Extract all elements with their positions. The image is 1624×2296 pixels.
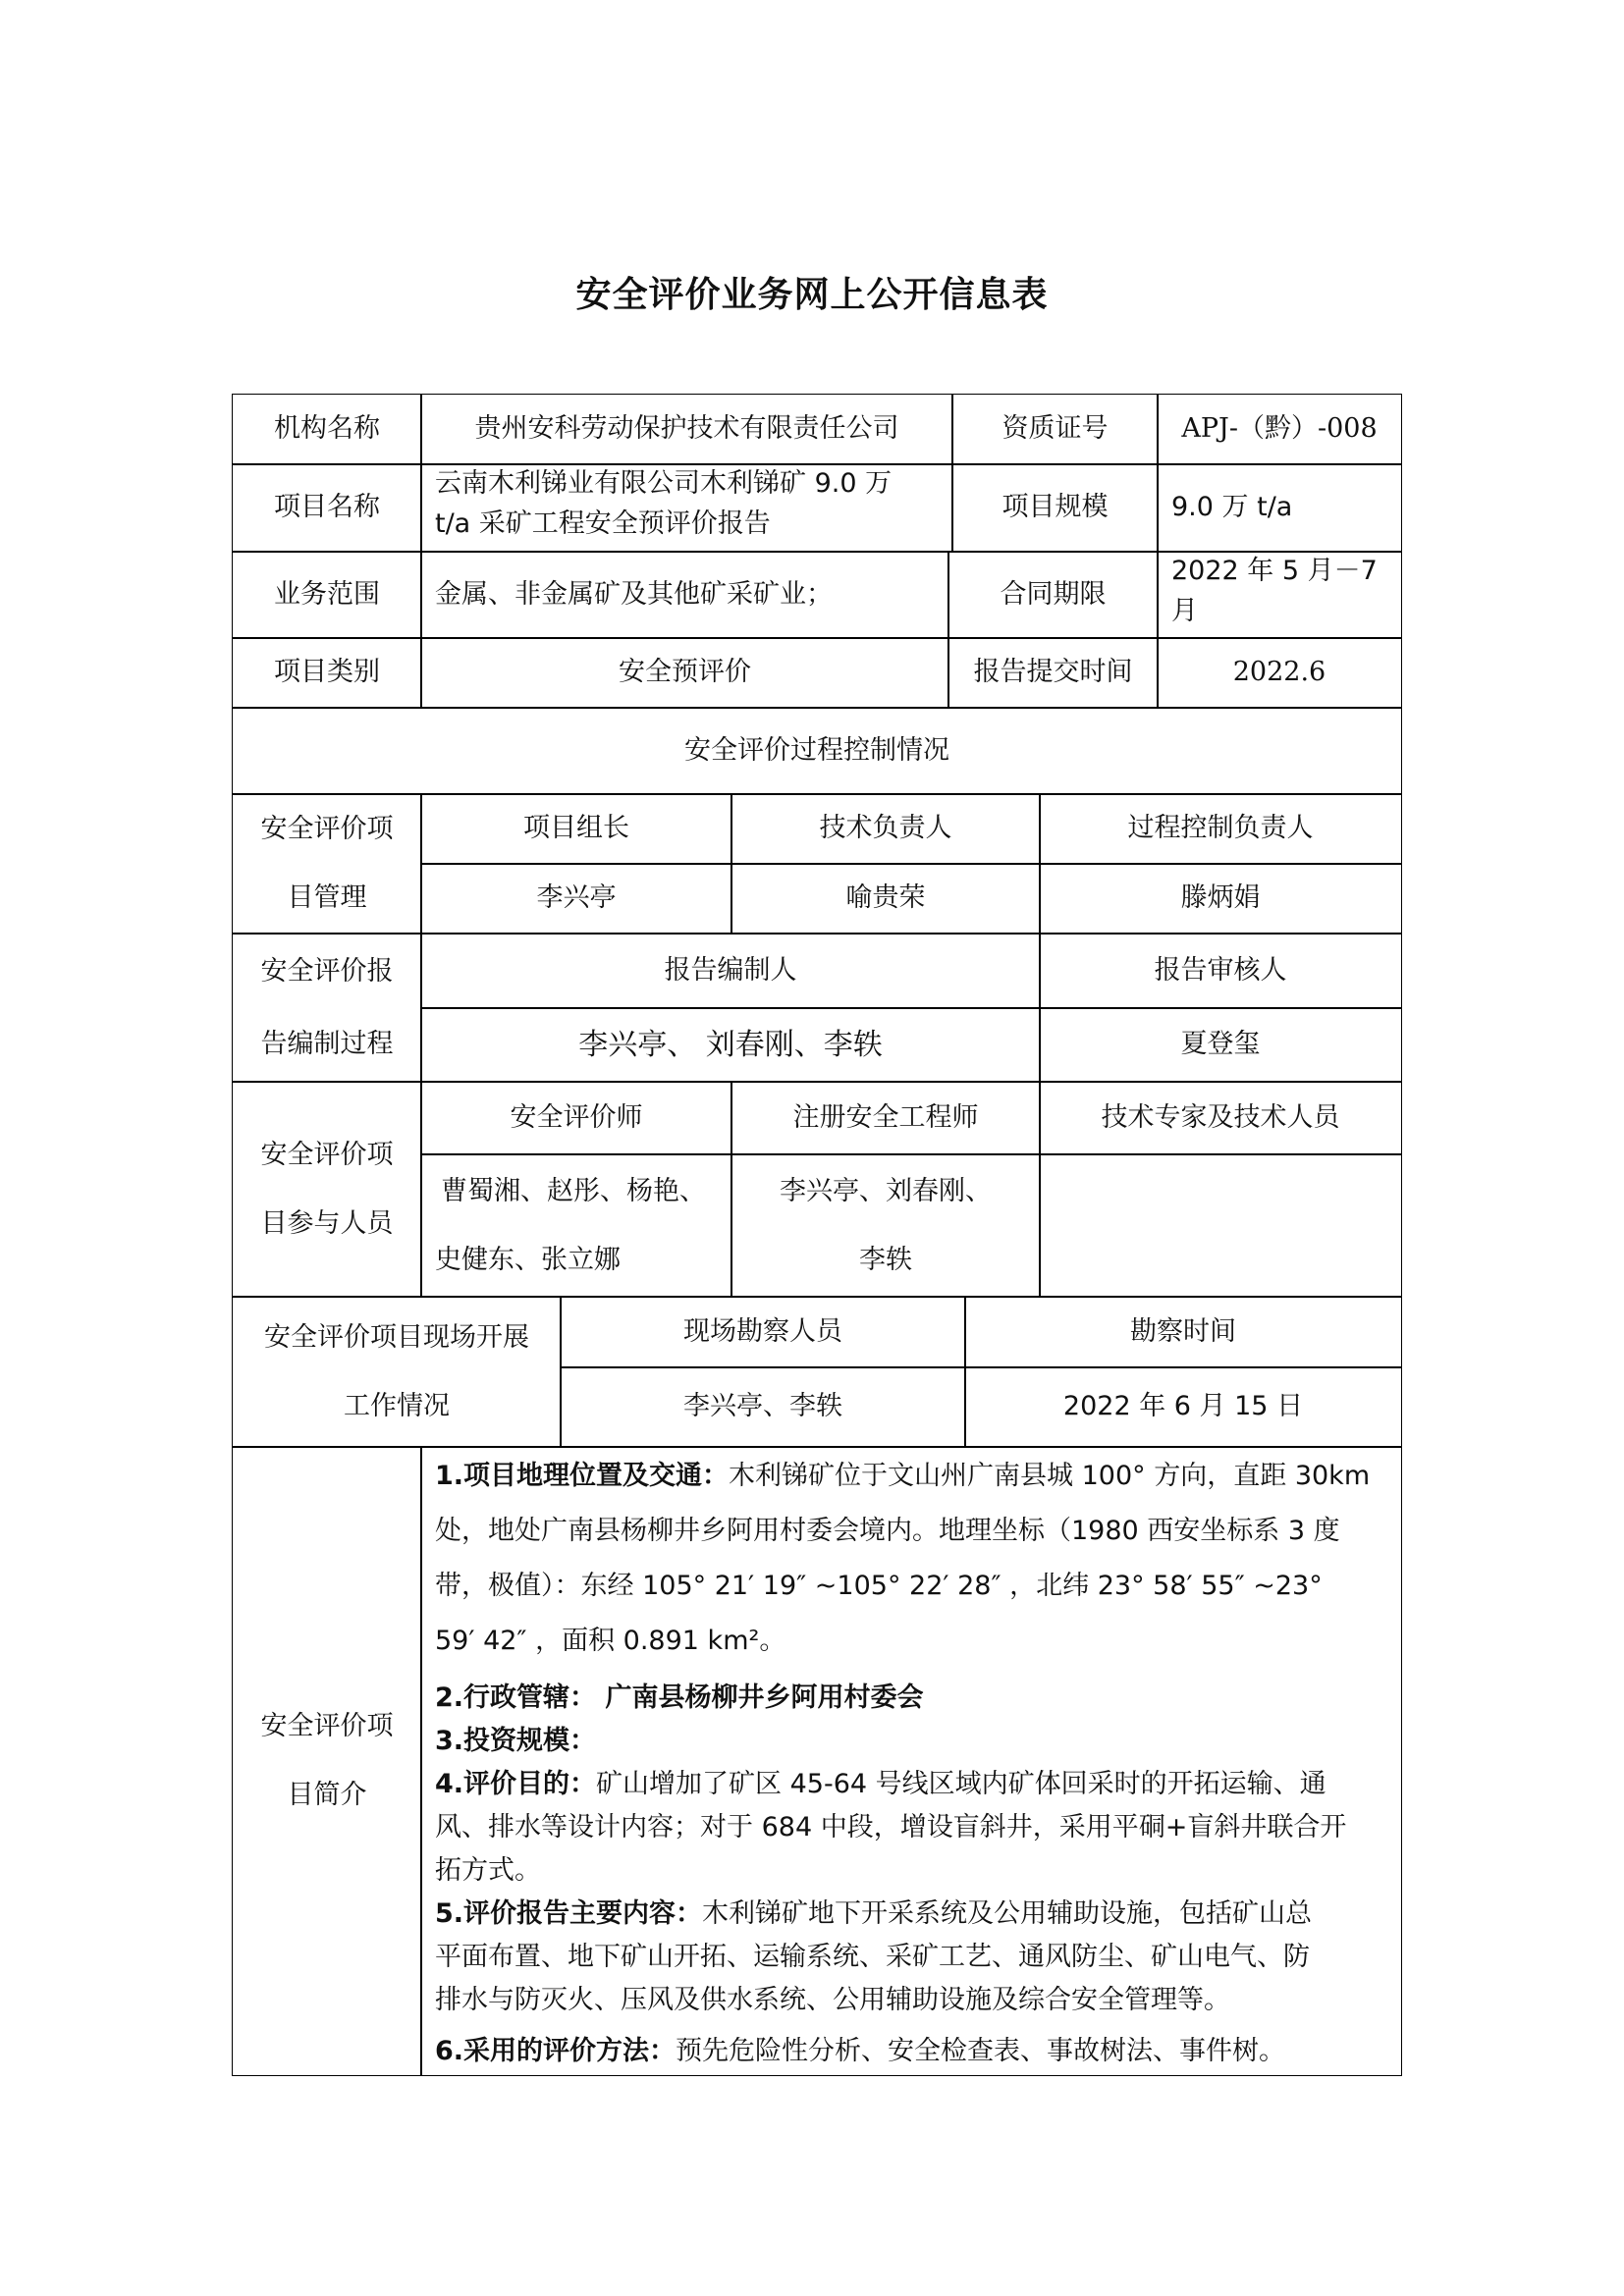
- intro-label: [232, 1446, 422, 2076]
- intro-content: [420, 1446, 1402, 2076]
- expert-label: 技术专家及技术人员: [1039, 1081, 1402, 1155]
- intro-s4-line3: 拓方式。: [435, 1855, 541, 1886]
- process-control-label: 过程控制负责人: [1039, 793, 1402, 865]
- contract-label: 合同期限: [947, 551, 1159, 639]
- process-control-value: 滕炳娟: [1039, 863, 1402, 934]
- participants-label: [232, 1081, 422, 1298]
- scale-value: 9.0 万 t/a: [1157, 463, 1402, 553]
- intro-s5-line2: 平面布置、地下矿山开拓、运输系统、采矿工艺、通风防尘、矿山电气、防: [435, 1942, 1310, 1972]
- leader-label: 项目组长: [420, 793, 732, 865]
- intro-s5-line3: 排水与防灭火、压风及供水系统、公用辅助设施及综合安全管理等。: [435, 1985, 1230, 2015]
- org-label: 机构名称: [232, 394, 422, 465]
- scope-label: 业务范围: [232, 551, 422, 639]
- management-label-line2: 目管理: [287, 882, 367, 913]
- tech-lead-label: 技术负责人: [731, 793, 1041, 865]
- intro-s1-line4: 59′ 42″ ，面积 0.891 km²。: [435, 1626, 786, 1656]
- submit-value: 2022.6: [1157, 637, 1402, 709]
- submit-label: 报告提交时间: [947, 637, 1159, 709]
- management-label-line1: 安全评价项: [260, 814, 394, 844]
- site-people-label: 现场勘察人员: [560, 1296, 966, 1368]
- intro-label-line1: 安全评价项: [260, 1711, 394, 1741]
- management-label: [232, 793, 422, 934]
- engineer-label: 注册安全工程师: [731, 1081, 1041, 1155]
- intro-s1-line2: 处，地处广南县杨柳井乡阿用村委会境内。地理坐标（1980 西安坐标系 3 度: [435, 1516, 1340, 1546]
- intro-label-line2: 目简介: [287, 1780, 367, 1810]
- contract-line1: 2022 年 5 月－7: [1171, 556, 1378, 586]
- intro-s5-head: 5.评价报告主要内容：: [435, 1898, 703, 1929]
- evaluator-value: [420, 1153, 732, 1298]
- intro-s1-head: 1.项目地理位置及交通：: [435, 1461, 730, 1491]
- site-work-label: [232, 1296, 562, 1448]
- intro-s2-head: 2.行政管辖：: [435, 1682, 597, 1713]
- report-process-label-line2: 告编制过程: [260, 1028, 394, 1059]
- project-name-label: 项目名称: [232, 463, 422, 553]
- expert-value: [1039, 1153, 1402, 1298]
- intro-s5-line1: 木利锑矿地下开采系统及公用辅助设施，包括矿山总: [702, 1898, 1313, 1929]
- contract-value: [1157, 551, 1402, 639]
- process-header: 安全评价过程控制情况: [232, 707, 1402, 795]
- intro-s6-text: 预先危险性分析、安全检查表、事故树法、事件树。: [676, 2036, 1286, 2066]
- evaluator-line2: 史健东、张立娜: [435, 1244, 621, 1275]
- project-name-line1: 云南木利锑业有限公司木利锑矿 9.0 万: [435, 468, 893, 499]
- report-author-value: 李兴亭、 刘春刚、李轶: [420, 1007, 1041, 1083]
- site-time-label: 勘察时间: [964, 1296, 1402, 1368]
- report-author-label: 报告编制人: [420, 933, 1041, 1009]
- engineer-value: [731, 1153, 1041, 1298]
- engineer-line1: 李兴亭、刘春刚、: [780, 1175, 992, 1206]
- site-work-label-line2: 工作情况: [344, 1390, 450, 1421]
- cert-value: APJ-（黔）-008: [1157, 394, 1402, 465]
- report-process-label-line1: 安全评价报: [260, 955, 394, 987]
- contract-line2: 月: [1171, 595, 1198, 626]
- intro-s2-text: 广南县杨柳井乡阿用村委会: [596, 1682, 924, 1713]
- intro-s4-head: 4.评价目的：: [435, 1769, 597, 1799]
- leader-value: 李兴亭: [420, 863, 732, 934]
- participants-label-line1: 安全评价项: [260, 1139, 394, 1170]
- site-people-value: 李兴亭、李轶: [560, 1366, 966, 1448]
- cert-label: 资质证号: [951, 394, 1159, 465]
- report-process-label: [232, 933, 422, 1083]
- scope-value: 金属、非金属矿及其他矿采矿业；: [420, 551, 949, 639]
- report-reviewer-label: 报告审核人: [1039, 933, 1402, 1009]
- intro-s1-line3: 带，极值）：东经 105° 21′ 19″ ~105° 22′ 28″ ，北纬 23° 58′ 55″ ~23°: [435, 1571, 1323, 1601]
- intro-s6-head: 6.采用的评价方法：: [435, 2036, 677, 2066]
- evaluator-line1: 曹蜀湘、赵彤、杨艳、: [441, 1175, 706, 1206]
- site-work-label-line1: 安全评价项目现场开展: [264, 1321, 529, 1353]
- info-table: [232, 394, 1402, 2076]
- intro-s1-line1: 木利锑矿位于文山州广南县城 100° 方向，直距 30km: [729, 1461, 1371, 1491]
- intro-s4-line1: 矿山增加了矿区 45-64 号线区域内矿体回采时的开拓运输、通: [596, 1769, 1326, 1799]
- tech-lead-value: 喻贵荣: [731, 863, 1041, 934]
- site-time-value: 2022 年 6 月 15 日: [964, 1366, 1402, 1448]
- intro-s3-head: 3.投资规模：: [435, 1726, 597, 1756]
- type-label: 项目类别: [232, 637, 422, 709]
- engineer-line2: 李轶: [859, 1244, 912, 1275]
- page-title: 安全评价业务网上公开信息表: [575, 275, 1049, 315]
- evaluator-label: 安全评价师: [420, 1081, 732, 1155]
- project-name-line2: t/a 采矿工程安全预评价报告: [435, 507, 771, 539]
- report-reviewer-value: 夏登玺: [1039, 1007, 1402, 1083]
- participants-label-line2: 目参与人员: [260, 1207, 394, 1239]
- type-value: 安全预评价: [420, 637, 949, 709]
- scale-label: 项目规模: [951, 463, 1159, 553]
- intro-s4-line2: 风、排水等设计内容；对于 684 中段，增设盲斜井，采用平硐+盲斜井联合开: [435, 1812, 1347, 1842]
- project-name-value: [420, 463, 953, 553]
- org-value: 贵州安科劳动保护技术有限责任公司: [420, 394, 953, 465]
